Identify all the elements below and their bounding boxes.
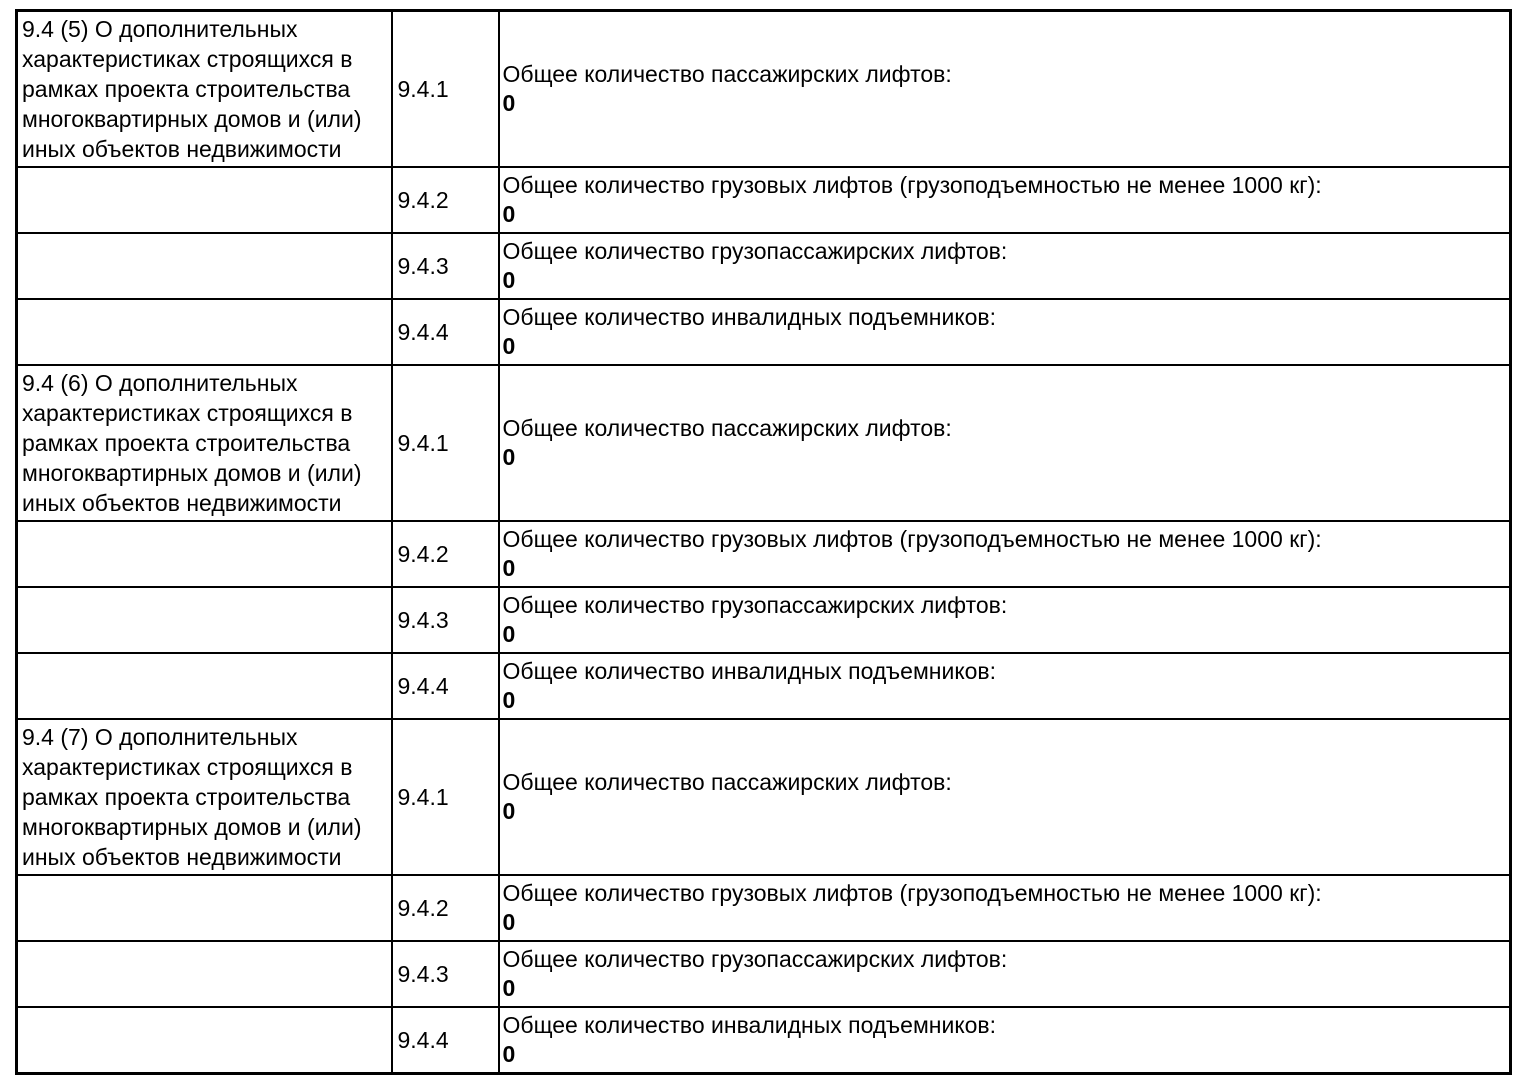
code-cell bbox=[392, 299, 499, 365]
section-cell bbox=[17, 365, 392, 521]
row-label: Общее количество грузопассажирских лифтов: bbox=[502, 592, 1008, 618]
section-cell bbox=[17, 875, 392, 941]
value-cell bbox=[499, 653, 1511, 719]
value-cell bbox=[499, 875, 1511, 941]
section-label: 9.4 (5) О дополнительных характеристиках строящихся в рамках проекта строительства многоквартирных домов и (или) иных объектов недвижимости bbox=[22, 16, 362, 162]
code-cell bbox=[392, 719, 499, 875]
row-code: 9.4.2 bbox=[397, 895, 449, 921]
table-row bbox=[17, 875, 1511, 941]
row-code: 9.4.3 bbox=[397, 607, 449, 633]
table-row bbox=[17, 653, 1511, 719]
row-value: 0 bbox=[502, 555, 516, 581]
code-cell bbox=[392, 1007, 499, 1073]
row-label: Общее количество грузопассажирских лифтов: bbox=[502, 238, 1008, 264]
table-row bbox=[17, 299, 1511, 365]
table-row bbox=[17, 521, 1511, 587]
value-cell bbox=[499, 1007, 1511, 1073]
value-cell bbox=[499, 233, 1511, 299]
code-cell bbox=[392, 233, 499, 299]
section-cell bbox=[17, 719, 392, 875]
code-cell bbox=[392, 875, 499, 941]
declaration-table bbox=[15, 9, 1512, 1075]
row-label: Общее количество инвалидных подъемников: bbox=[502, 658, 997, 684]
section-cell bbox=[17, 11, 392, 168]
row-value: 0 bbox=[502, 975, 516, 1001]
row-label: Общее количество грузопассажирских лифтов: bbox=[502, 946, 1008, 972]
value-cell bbox=[499, 719, 1511, 875]
row-code: 9.4.4 bbox=[397, 673, 449, 699]
row-value: 0 bbox=[502, 201, 516, 227]
value-cell bbox=[499, 365, 1511, 521]
section-cell bbox=[17, 1007, 392, 1073]
table-row bbox=[17, 233, 1511, 299]
code-cell bbox=[392, 365, 499, 521]
table-row bbox=[17, 11, 1511, 168]
section-cell bbox=[17, 233, 392, 299]
row-code: 9.4.1 bbox=[397, 784, 449, 810]
row-value: 0 bbox=[502, 333, 516, 359]
row-code: 9.4.1 bbox=[397, 76, 449, 102]
section-label: 9.4 (6) О дополнительных характеристиках строящихся в рамках проекта строительства многоквартирных домов и (или) иных объектов недвижимости bbox=[22, 370, 362, 516]
row-label: Общее количество грузовых лифтов (грузоподъемностью не менее 1000 кг): bbox=[502, 880, 1322, 906]
row-value: 0 bbox=[502, 444, 516, 470]
value-cell bbox=[499, 941, 1511, 1007]
row-code: 9.4.2 bbox=[397, 541, 449, 567]
code-cell bbox=[392, 587, 499, 653]
table-row bbox=[17, 587, 1511, 653]
row-value: 0 bbox=[502, 909, 516, 935]
table-row bbox=[17, 365, 1511, 521]
row-code: 9.4.4 bbox=[397, 1026, 449, 1053]
code-cell bbox=[392, 941, 499, 1007]
row-code: 9.4.3 bbox=[397, 253, 449, 279]
row-value: 0 bbox=[502, 798, 516, 824]
row-label: Общее количество инвалидных подъемников: bbox=[502, 1011, 997, 1038]
section-cell bbox=[17, 299, 392, 365]
table-body bbox=[17, 11, 1511, 1074]
row-value: 0 bbox=[502, 1040, 516, 1067]
row-label: Общее количество пассажирских лифтов: bbox=[502, 769, 952, 795]
row-code: 9.4.3 bbox=[397, 961, 449, 987]
table-row bbox=[17, 719, 1511, 875]
code-cell bbox=[392, 653, 499, 719]
row-value: 0 bbox=[502, 687, 516, 713]
row-value: 0 bbox=[502, 90, 516, 116]
value-cell bbox=[499, 587, 1511, 653]
code-cell bbox=[392, 167, 499, 233]
section-cell bbox=[17, 167, 392, 233]
row-label: Общее количество грузовых лифтов (грузоподъемностью не менее 1000 кг): bbox=[502, 526, 1322, 552]
row-code: 9.4.2 bbox=[397, 187, 449, 213]
row-value: 0 bbox=[502, 621, 516, 647]
row-label: Общее количество грузовых лифтов (грузоподъемностью не менее 1000 кг): bbox=[502, 172, 1322, 198]
value-cell bbox=[499, 11, 1511, 168]
row-label: Общее количество пассажирских лифтов: bbox=[502, 61, 952, 87]
table-row bbox=[17, 941, 1511, 1007]
table-row bbox=[17, 1007, 1511, 1073]
row-value: 0 bbox=[502, 267, 516, 293]
section-cell bbox=[17, 653, 392, 719]
code-cell bbox=[392, 521, 499, 587]
section-label: 9.4 (7) О дополнительных характеристиках строящихся в рамках проекта строительства многоквартирных домов и (или) иных объектов недвижимости bbox=[22, 724, 362, 870]
section-cell bbox=[17, 521, 392, 587]
table-row bbox=[17, 167, 1511, 233]
value-cell bbox=[499, 299, 1511, 365]
code-cell bbox=[392, 11, 499, 168]
row-code: 9.4.1 bbox=[397, 430, 449, 456]
row-code: 9.4.4 bbox=[397, 319, 449, 345]
value-cell bbox=[499, 521, 1511, 587]
section-cell bbox=[17, 941, 392, 1007]
value-cell bbox=[499, 167, 1511, 233]
row-label: Общее количество пассажирских лифтов: bbox=[502, 415, 952, 441]
row-label: Общее количество инвалидных подъемников: bbox=[502, 304, 997, 330]
section-cell bbox=[17, 587, 392, 653]
